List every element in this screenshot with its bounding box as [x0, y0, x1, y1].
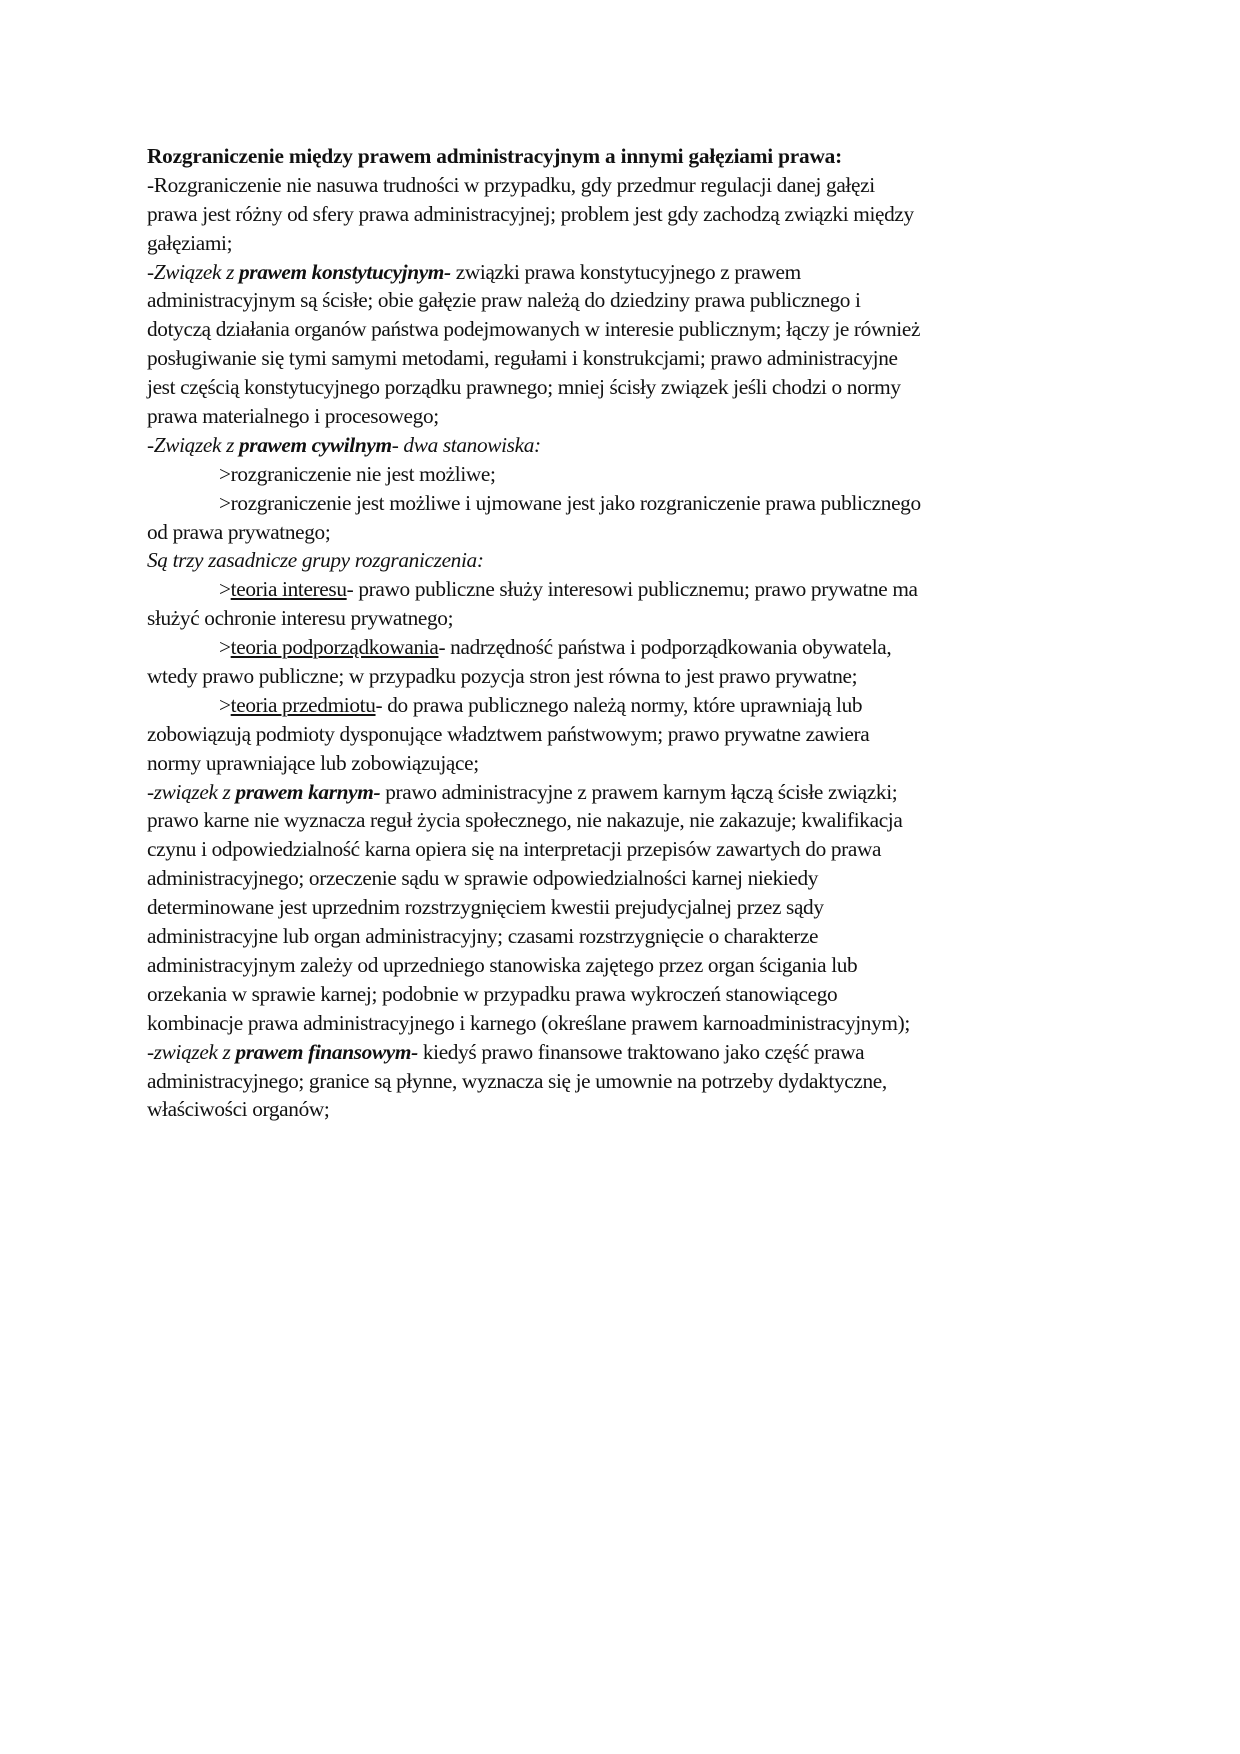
- section-line: determinowane jest uprzednim rozstrzygnięciem kwestii prejudycjalnej przez sądy: [147, 895, 824, 920]
- list-item-continuation: od prawa prywatnego;: [147, 519, 331, 544]
- theory-line: zobowiązują podmioty dysponujące władztwem państwowym; prawo prywatne zawiera: [147, 721, 870, 746]
- theory-text: - nadrzędność państwa i podporządkowania obywatela,: [438, 635, 892, 660]
- theory-name: teoria podporządkowania: [230, 635, 439, 660]
- section-prefix: -związek z: [147, 779, 236, 804]
- theory-name: teoria przedmiotu: [230, 692, 376, 717]
- theory-line: normy uprawniające lub zobowiązujące;: [147, 750, 479, 775]
- intro-line: gałęziami;: [147, 230, 233, 255]
- groups-heading: Są trzy zasadnicze grupy rozgraniczenia:: [147, 548, 484, 573]
- theory-item: [147, 691, 1107, 720]
- theory-item: [147, 575, 1107, 604]
- section-prefix: -Związek z: [147, 259, 239, 284]
- section-line: posługiwanie się tymi samymi metodami, regułami i konstrukcjami; prawo administracyjne: [147, 346, 898, 371]
- document-page: [147, 142, 1107, 1124]
- theory-item: [147, 633, 1107, 662]
- section-line: orzekania w sprawie karnej; podobnie w przypadku prawa wykroczeń stanowiącego: [147, 981, 838, 1006]
- section-line: prawa materialnego i procesowego;: [147, 404, 439, 429]
- theory-line: wtedy prawo publiczne; w przypadku pozycja stron jest równa to jest prawo prywatne;: [147, 664, 858, 689]
- section-keyword: prawem karnym: [235, 779, 374, 804]
- section-line: kombinacje prawa administracyjnego i karnego (określane prawem karnoadministracyjnym);: [147, 1010, 910, 1035]
- theory-line: służyć ochronie interesu prywatnego;: [147, 606, 454, 631]
- list-item: >rozgraniczenie nie jest możliwe;: [219, 461, 496, 486]
- section-text: związki prawa konstytucyjnego z prawem: [455, 259, 801, 284]
- bullet-marker: >: [219, 692, 231, 717]
- theory-name: teoria interesu: [230, 577, 347, 602]
- section-line: dotyczą działania organów państwa podejmowanych w interesie publicznym; łączy je również: [147, 317, 921, 342]
- section-line: administracyjnego; granice są płynne, wyznacza się je umownie na potrzeby dydaktyczne,: [147, 1068, 887, 1093]
- section-line: czynu i odpowiedzialność karna opiera się na interpretacji przepisów zawartych do prawa: [147, 837, 882, 862]
- section-keyword: prawem cywilnym: [239, 432, 392, 457]
- theory-text: - do prawa publicznego należą normy, które uprawniają lub: [375, 692, 863, 717]
- section-dash: -: [373, 779, 386, 804]
- intro-line: prawa jest różny od sfery prawa administracyjnej; problem jest gdy zachodzą związki między: [147, 201, 914, 226]
- bullet-marker: >: [219, 577, 231, 602]
- list-item: >rozgraniczenie jest możliwe i ujmowane jest jako rozgraniczenie prawa publicznego: [219, 490, 921, 515]
- section-konstytucyjne-heading: [147, 258, 1107, 287]
- section-prefix: -związek z: [147, 1039, 236, 1064]
- bullet-marker: >: [219, 635, 231, 660]
- document-title: Rozgraniczenie między prawem administracyjnym a innymi gałęziami prawa:: [147, 144, 842, 168]
- section-line: administracyjnego; orzeczenie sądu w sprawie odpowiedzialności karnej niekiedy: [147, 866, 819, 891]
- section-line: administracyjnym zależy od uprzedniego stanowiska zajętego przez organ ścigania lub: [147, 952, 858, 977]
- section-text: kiedyś prawo finansowe traktowano jako część prawa: [422, 1039, 865, 1064]
- section-finansowe-heading: [147, 1038, 1107, 1067]
- section-line: administracyjne lub organ administracyjny; czasami rozstrzygnięcie o charakterze: [147, 924, 819, 949]
- section-text: - dwa stanowiska:: [391, 432, 541, 457]
- theory-text: - prawo publiczne służy interesowi publicznemu; prawo prywatne ma: [346, 577, 918, 602]
- intro-line: -Rozgraniczenie nie nasuwa trudności w przypadku, gdy przedmur regulacji danej gałęzi: [147, 172, 875, 197]
- section-keyword: prawem finansowym: [235, 1039, 412, 1064]
- section-line: prawo karne nie wyznacza reguł życia społecznego, nie nakazuje, nie zakazuje; kwalifikacja: [147, 808, 903, 833]
- section-line: jest częścią konstytucyjnego porządku prawnego; mniej ścisły związek jeśli chodzi o normy: [147, 375, 901, 400]
- section-prefix: -Związek z: [147, 432, 239, 457]
- section-line: administracyjnym są ścisłe; obie gałęzie praw należą do dziedziny prawa publicznego i: [147, 288, 861, 313]
- section-keyword: prawem konstytucyjnym: [239, 259, 445, 284]
- section-cywilne-heading: [147, 431, 1107, 460]
- section-line: właściwości organów;: [147, 1097, 330, 1122]
- section-dash: -: [411, 1039, 423, 1064]
- section-karne-heading: [147, 778, 1107, 807]
- section-dash: -: [444, 259, 456, 284]
- section-text: prawo administracyjne z prawem karnym łączą ścisłe związki;: [385, 779, 898, 804]
